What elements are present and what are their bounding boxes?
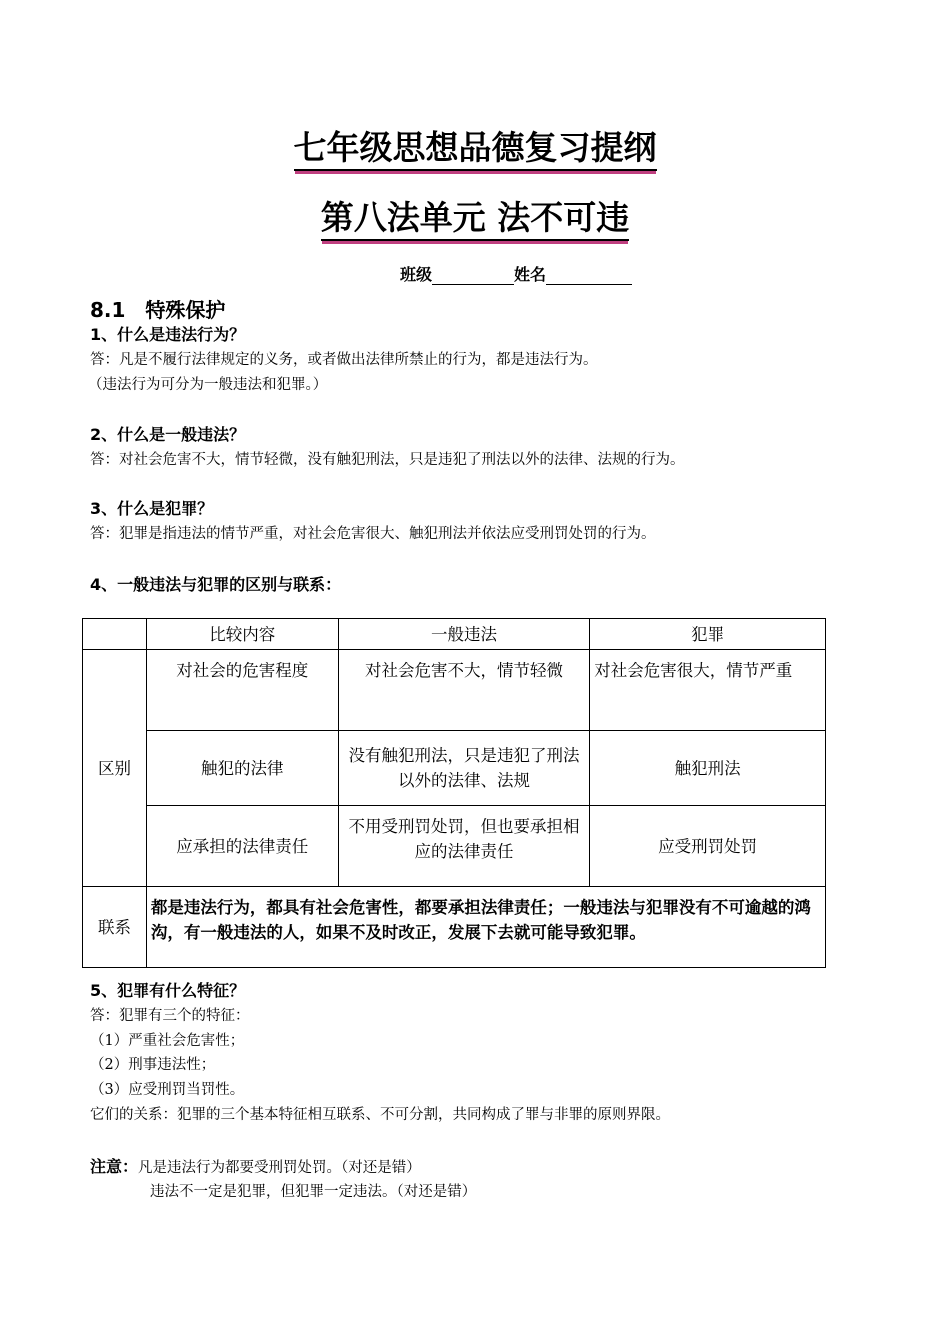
note-text-1: 凡是违法行为都要受刑罚处罚。（对还是错） xyxy=(138,1160,421,1176)
features-relation: 它们的关系：犯罪的三个基本特征相互联系、不可分割，共同构成了罪与非罪的原则界限。 xyxy=(90,1107,670,1123)
class-blank xyxy=(432,268,514,285)
title-text: 七年级思想品德复习提纲 xyxy=(294,128,657,171)
table-row xyxy=(83,650,826,731)
table-row xyxy=(83,731,826,806)
question-5: 5、犯罪有什么特征？ xyxy=(90,981,246,1000)
table-cell: 对社会危害不大，情节轻微 xyxy=(338,650,590,731)
note-label: 注意： xyxy=(90,1157,139,1176)
table-header-cell: 犯罪 xyxy=(590,619,826,650)
question-1: 1、什么是违法行为？ xyxy=(90,325,246,344)
feature-1: （1）严重社会危害性； xyxy=(90,1033,245,1049)
class-label: 班级 xyxy=(400,265,433,284)
note-line-1 xyxy=(90,1154,421,1177)
table-cell: 对社会危害很大，情节严重 xyxy=(590,650,826,731)
table-row xyxy=(83,887,826,968)
table-cell: 不用受刑罚处罚，但也要承担相应的法律责任 xyxy=(338,806,590,887)
answer-3: 答：犯罪是指违法的情节严重，对社会危害很大、触犯刑法并依法应受刑罚处罚的行为。 xyxy=(90,526,656,542)
table-cell: 应承担的法律责任 xyxy=(146,806,338,887)
diff-label-cell: 区别 xyxy=(83,650,147,887)
feature-3: （3）应受刑罚当罚性。 xyxy=(90,1082,245,1098)
section-heading: 8.1 特殊保护 xyxy=(90,298,226,322)
answer-1: 答：凡是不履行法律规定的义务，或者做出法律所禁止的行为，都是违法行为。 xyxy=(90,352,598,368)
table-cell: 没有触犯刑法，只是违犯了刑法以外的法律、法规 xyxy=(338,731,590,806)
table-cell: 触犯的法律 xyxy=(146,731,338,806)
document-title xyxy=(0,128,950,171)
answer-1-note: （违法行为可分为一般违法和犯罪。） xyxy=(88,377,328,393)
link-label-cell: 联系 xyxy=(83,887,147,968)
name-blank xyxy=(546,268,632,285)
table-cell: 触犯刑法 xyxy=(590,731,826,806)
table-header-row xyxy=(83,619,826,650)
subtitle-text: 第八法单元 法不可违 xyxy=(321,198,630,241)
note-line-2: 违法不一定是犯罪，但犯罪一定违法。（对还是错） xyxy=(150,1184,477,1200)
table-header-cell xyxy=(83,619,147,650)
answer-2: 答：对社会危害不大，情节轻微，没有触犯刑法，只是违犯了刑法以外的法律、法规的行为。 xyxy=(90,452,685,468)
question-2: 2、什么是一般违法？ xyxy=(90,425,246,444)
table-row xyxy=(83,806,826,887)
name-label: 姓名 xyxy=(514,265,547,284)
comparison-table xyxy=(82,618,826,968)
table-cell: 对社会的危害程度 xyxy=(146,650,338,731)
document-subtitle xyxy=(0,198,950,241)
table-header-cell: 比较内容 xyxy=(146,619,338,650)
feature-2: （2）刑事违法性； xyxy=(90,1057,216,1073)
class-name-line xyxy=(400,262,632,285)
answer-5: 答：犯罪有三个的特征： xyxy=(90,1008,250,1024)
link-text-cell: 都是违法行为，都具有社会危害性，都要承担法律责任；一般违法与犯罪没有不可逾越的鸿沟，有一般违法的人，如果不及时改正，发展下去就可能导致犯罪。 xyxy=(146,887,825,968)
table-header-cell: 一般违法 xyxy=(338,619,590,650)
table-cell: 应受刑罚处罚 xyxy=(590,806,826,887)
question-4: 4、一般违法与犯罪的区别与联系： xyxy=(90,575,342,594)
question-3: 3、什么是犯罪？ xyxy=(90,499,214,518)
